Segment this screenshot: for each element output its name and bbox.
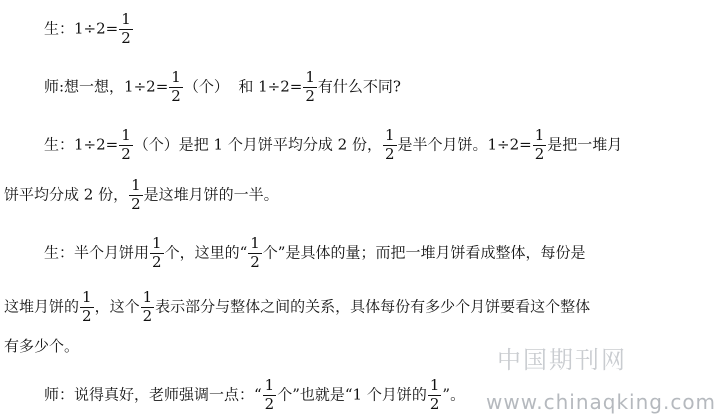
- fraction-half: [303, 70, 317, 105]
- watermark-site-name: 中国期刊网: [497, 346, 627, 374]
- fraction-denominator: 2: [131, 194, 141, 213]
- fraction-numerator: 1: [82, 288, 92, 306]
- fraction-numerator: 1: [264, 376, 275, 394]
- text-segment: 师:想一想，1÷2=: [44, 77, 169, 96]
- fraction-denominator: 2: [142, 306, 153, 325]
- fraction-denominator: 2: [82, 306, 92, 325]
- fraction-numerator: 1: [429, 376, 440, 394]
- fraction-half: [263, 378, 277, 413]
- fraction-numerator: 1: [131, 176, 141, 194]
- fraction-denominator: 2: [305, 86, 315, 105]
- text-segment: 个”也就是“1 个月饼的: [277, 385, 427, 404]
- watermark-url: www.chinaqking.com: [486, 390, 717, 414]
- fraction-half: [248, 236, 262, 271]
- fraction-numerator: 1: [384, 126, 395, 144]
- fraction-denominator: 2: [250, 252, 260, 271]
- fraction-denominator: 2: [121, 144, 131, 163]
- fraction-numerator: 1: [152, 234, 162, 252]
- text-segment: 是这堆月饼的一半。: [143, 185, 279, 204]
- text-segment: 有多少个。: [4, 337, 80, 355]
- fraction-half: [533, 128, 547, 163]
- text-segment: 生：1÷2=: [44, 19, 119, 38]
- text-segment: （个） 和 1÷2=: [183, 77, 303, 96]
- line-6: [0, 290, 722, 325]
- fraction-half: [129, 178, 143, 213]
- line-2: [0, 70, 722, 105]
- text-segment: 这堆月饼的: [4, 297, 80, 316]
- fraction-half: [141, 290, 155, 325]
- line-4: [0, 178, 722, 213]
- fraction-numerator: 1: [534, 126, 545, 144]
- text-segment: 师：说得真好，老师强调一点：“: [44, 385, 262, 404]
- fraction-denominator: 2: [264, 394, 275, 413]
- fraction-denominator: 2: [152, 252, 162, 271]
- fraction-denominator: 2: [384, 144, 395, 163]
- fraction-half: [80, 290, 94, 325]
- text-segment: 生：1÷2=: [44, 135, 119, 154]
- text-segment: 有什么不同?: [317, 77, 401, 96]
- fraction-numerator: 1: [121, 126, 131, 144]
- text-segment: 是把一堆月: [547, 135, 623, 154]
- fraction-denominator: 2: [429, 394, 440, 413]
- text-segment: （个）是把 1 个月饼平均分成 2 份，: [133, 135, 382, 154]
- fraction-denominator: 2: [534, 144, 545, 163]
- text-segment: ，这个: [94, 297, 140, 316]
- text-segment: 饼平均分成 2 份，: [4, 185, 129, 204]
- line-3: [0, 128, 722, 163]
- text-segment: 个”是具体的量；而把一堆月饼看成整体，每份是: [262, 243, 586, 262]
- fraction-half: [150, 236, 164, 271]
- fraction-half: [383, 128, 397, 163]
- fraction-half: [119, 12, 133, 47]
- fraction-denominator: 2: [121, 28, 131, 47]
- fraction-denominator: 2: [171, 86, 181, 105]
- fraction-numerator: 1: [142, 288, 153, 306]
- text-segment: 个，这里的“: [164, 243, 248, 262]
- fraction-numerator: 1: [305, 68, 315, 86]
- text-segment: ”。: [442, 385, 466, 404]
- text-segment: 表示部分与整体之间的关系，具体每份有多少个月饼要看这个整体: [155, 297, 591, 316]
- line-1: [0, 12, 722, 47]
- fraction-half: [428, 378, 442, 413]
- fraction-numerator: 1: [121, 10, 131, 28]
- fraction-half: [169, 70, 183, 105]
- text-segment: 生：半个月饼用: [44, 243, 150, 262]
- fraction-numerator: 1: [250, 234, 260, 252]
- fraction-numerator: 1: [171, 68, 181, 86]
- line-5: [0, 236, 722, 271]
- text-segment: 是半个月饼。1÷2=: [397, 135, 532, 154]
- fraction-half: [119, 128, 133, 163]
